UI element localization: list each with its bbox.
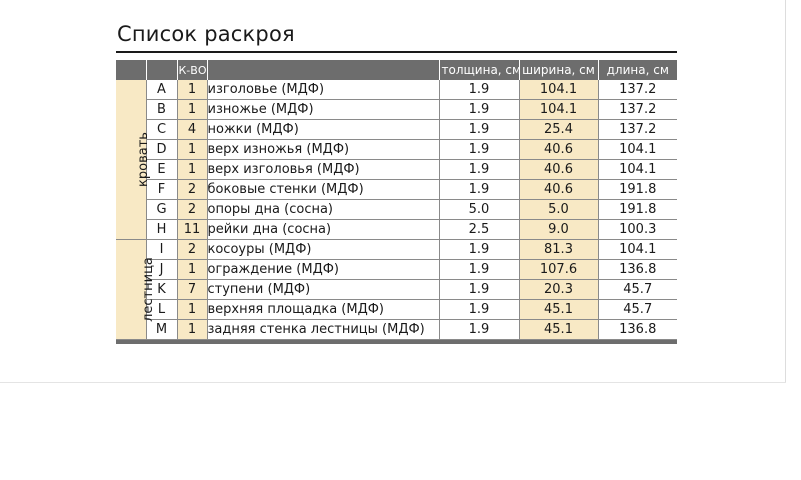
part-width: 20.3 — [519, 280, 598, 300]
part-length: 104.1 — [598, 240, 677, 260]
part-length: 137.2 — [598, 80, 677, 100]
part-length: 104.1 — [598, 160, 677, 180]
part-letter: A — [146, 80, 177, 100]
part-name: верх изножья (МДФ) — [207, 140, 439, 160]
header-letter — [146, 60, 177, 80]
part-name: изголовье (МДФ) — [207, 80, 439, 100]
part-name: задняя стенка лестницы (МДФ) — [207, 320, 439, 340]
part-quantity: 2 — [177, 180, 207, 200]
part-name: изножье (МДФ) — [207, 100, 439, 120]
part-thickness: 1.9 — [439, 160, 519, 180]
part-length: 100.3 — [598, 220, 677, 240]
part-length: 104.1 — [598, 140, 677, 160]
part-name: верх изголовья (МДФ) — [207, 160, 439, 180]
part-name: ступени (МДФ) — [207, 280, 439, 300]
part-length: 136.8 — [598, 260, 677, 280]
page-edge-bottom — [0, 382, 786, 383]
part-letter: H — [146, 220, 177, 240]
part-name: верхняя площадка (МДФ) — [207, 300, 439, 320]
group-label: лестница — [140, 257, 156, 322]
part-length: 191.8 — [598, 200, 677, 220]
part-thickness: 1.9 — [439, 300, 519, 320]
table-row — [116, 280, 677, 300]
part-width: 81.3 — [519, 240, 598, 260]
cut-list-table — [116, 60, 677, 344]
part-quantity: 1 — [177, 300, 207, 320]
part-length: 136.8 — [598, 320, 677, 340]
part-quantity: 1 — [177, 100, 207, 120]
header-thickness: толщина, см — [439, 60, 519, 80]
table-header-row — [116, 60, 677, 80]
part-thickness: 2.5 — [439, 220, 519, 240]
title-underline — [116, 51, 677, 53]
part-quantity: 11 — [177, 220, 207, 240]
part-quantity: 2 — [177, 200, 207, 220]
part-name: опоры дна (сосна) — [207, 200, 439, 220]
table-body — [116, 80, 677, 344]
part-letter: C — [146, 120, 177, 140]
part-width: 104.1 — [519, 100, 598, 120]
part-name: ограждение (МДФ) — [207, 260, 439, 280]
part-width: 45.1 — [519, 300, 598, 320]
part-length: 45.7 — [598, 280, 677, 300]
part-letter: F — [146, 180, 177, 200]
part-quantity: 2 — [177, 240, 207, 260]
part-length: 191.8 — [598, 180, 677, 200]
part-thickness: 1.9 — [439, 320, 519, 340]
part-letter: D — [146, 140, 177, 160]
header-length: длина, см — [598, 60, 677, 80]
part-thickness: 1.9 — [439, 80, 519, 100]
header-width: ширина, см — [519, 60, 598, 80]
header-name — [207, 60, 439, 80]
table-row — [116, 300, 677, 320]
part-thickness: 1.9 — [439, 100, 519, 120]
part-letter: M — [146, 320, 177, 340]
part-name: косоуры (МДФ) — [207, 240, 439, 260]
table-row — [116, 220, 677, 240]
page-title: Список раскроя — [117, 22, 295, 46]
part-quantity: 7 — [177, 280, 207, 300]
part-thickness: 1.9 — [439, 260, 519, 280]
part-length: 137.2 — [598, 100, 677, 120]
table-footer-cell — [116, 340, 677, 345]
part-name: рейки дна (сосна) — [207, 220, 439, 240]
group-label-cell — [116, 240, 156, 340]
table-row — [116, 100, 677, 120]
part-letter: K — [146, 280, 177, 300]
part-width: 5.0 — [519, 200, 598, 220]
part-width: 104.1 — [519, 80, 598, 100]
part-width: 25.4 — [519, 120, 598, 140]
part-name: боковые стенки (МДФ) — [207, 180, 439, 200]
table-row — [116, 160, 677, 180]
part-quantity: 1 — [177, 260, 207, 280]
table-row — [116, 200, 677, 220]
part-letter: E — [146, 160, 177, 180]
part-thickness: 1.9 — [439, 180, 519, 200]
part-thickness: 1.9 — [439, 240, 519, 260]
part-width: 107.6 — [519, 260, 598, 280]
table-row — [116, 120, 677, 140]
group-label: кровать — [135, 132, 151, 187]
part-quantity: 1 — [177, 140, 207, 160]
part-letter: J — [146, 260, 177, 280]
part-letter: G — [146, 200, 177, 220]
part-quantity: 1 — [177, 160, 207, 180]
part-width: 45.1 — [519, 320, 598, 340]
part-thickness: 1.9 — [439, 280, 519, 300]
table-footer-bar — [116, 340, 677, 345]
part-thickness: 1.9 — [439, 140, 519, 160]
part-length: 137.2 — [598, 120, 677, 140]
table-row — [116, 140, 677, 160]
table-row — [116, 320, 677, 340]
table-row — [116, 80, 677, 100]
part-quantity: 1 — [177, 80, 207, 100]
header-qty: К-ВО — [177, 60, 207, 80]
page-edge — [785, 0, 801, 382]
part-width: 40.6 — [519, 160, 598, 180]
table-row — [116, 180, 677, 200]
part-thickness: 5.0 — [439, 200, 519, 220]
part-width: 40.6 — [519, 180, 598, 200]
part-quantity: 1 — [177, 320, 207, 340]
part-thickness: 1.9 — [439, 120, 519, 140]
part-quantity: 4 — [177, 120, 207, 140]
part-length: 45.7 — [598, 300, 677, 320]
part-width: 9.0 — [519, 220, 598, 240]
table-row — [116, 240, 677, 260]
part-letter: I — [146, 240, 177, 260]
header-group — [116, 60, 146, 80]
part-width: 40.6 — [519, 140, 598, 160]
part-name: ножки (МДФ) — [207, 120, 439, 140]
table-row — [116, 260, 677, 280]
part-letter: L — [146, 300, 177, 320]
group-label-cell — [116, 80, 151, 240]
part-letter: B — [146, 100, 177, 120]
